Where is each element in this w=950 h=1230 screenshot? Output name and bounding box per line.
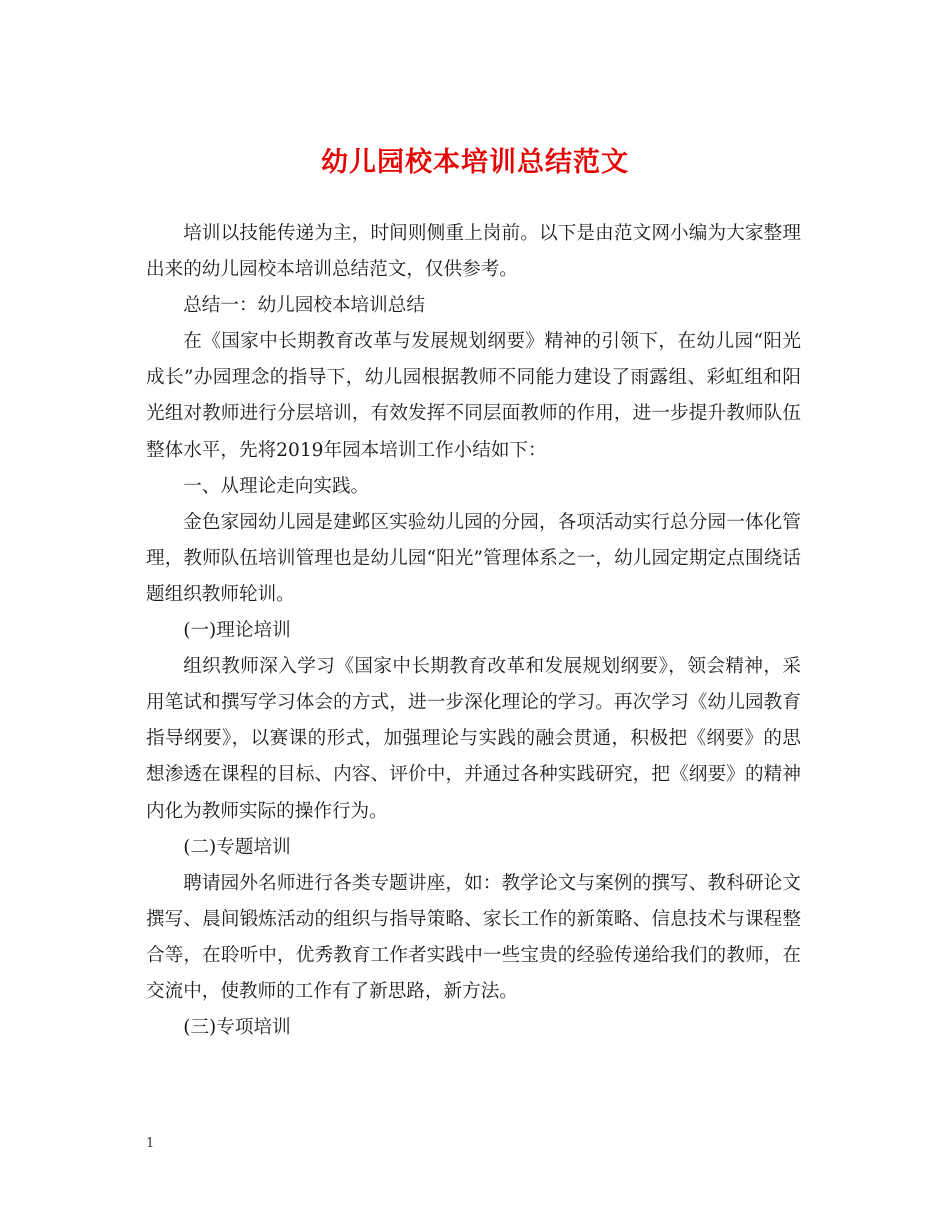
body-paragraph: 组织教师深入学习《国家中长期教育改革和发展规划纲要》，领会精神，采用笔试和撰写学习体会的方式，进一步深化理论的学习。再次学习《幼儿园教育指导纲要》，以赛课的形式，加强理论与实践的融会贯通，积极把《纲要》的思想渗透在课程的目标、内容、评价中，并通过各种实践研究，把《纲要》的精神内化为教师实际的操作行为。 bbox=[146, 656, 801, 822]
page-number: 1 bbox=[146, 1136, 155, 1151]
subheading-topic-training: (二)专题培训 bbox=[183, 836, 291, 858]
section-heading-summary-one: 总结一：幼儿园校本培训总结 bbox=[183, 295, 425, 317]
subheading-special-training: (三)专项培训 bbox=[183, 1017, 291, 1039]
body-paragraph: 金色家园幼儿园是建邺区实验幼儿园的分园，各项活动实行总分园一体化管理，教师队伍培训管理也是幼儿园“阳光”管理体系之一，幼儿园定期定点围绕话题组织教师轮训。 bbox=[146, 511, 801, 605]
section-heading-theory-to-practice: 一、从理论走向实践。 bbox=[183, 475, 370, 497]
document-body bbox=[146, 216, 801, 1046]
body-paragraph: 聘请园外名师进行各类专题讲座，如：教学论文与案例的撰写、教科研论文撰写、晨间锻炼活动的组织与指导策略、家长工作的新策略、信息技术与课程整合等，在聆听中，优秀教育工作者实践中一些宝贵的经验传递给我们的教师，在交流中，使教师的工作有了新思路，新方法。 bbox=[146, 872, 801, 1002]
intro-paragraph: 培训以技能传递为主，时间则侧重上岗前。以下是由范文网小编为大家整理出来的幼儿园校本培训总结范文，仅供参考。 bbox=[146, 223, 801, 281]
document-title: 幼儿园校本培训总结范文 bbox=[321, 147, 629, 178]
subheading-theory-training: (一)理论培训 bbox=[183, 620, 291, 642]
body-paragraph: 在《国家中长期教育改革与发展规划纲要》精神的引领下，在幼儿园“阳光成长”办园理念的指导下，幼儿园根据教师不同能力建设了雨露组、彩虹组和阳光组对教师进行分层培训，有效发挥不同层面教师的作用，进一步提升教师队伍整体水平，先将2019年园本培训工作小结如下： bbox=[146, 331, 801, 461]
